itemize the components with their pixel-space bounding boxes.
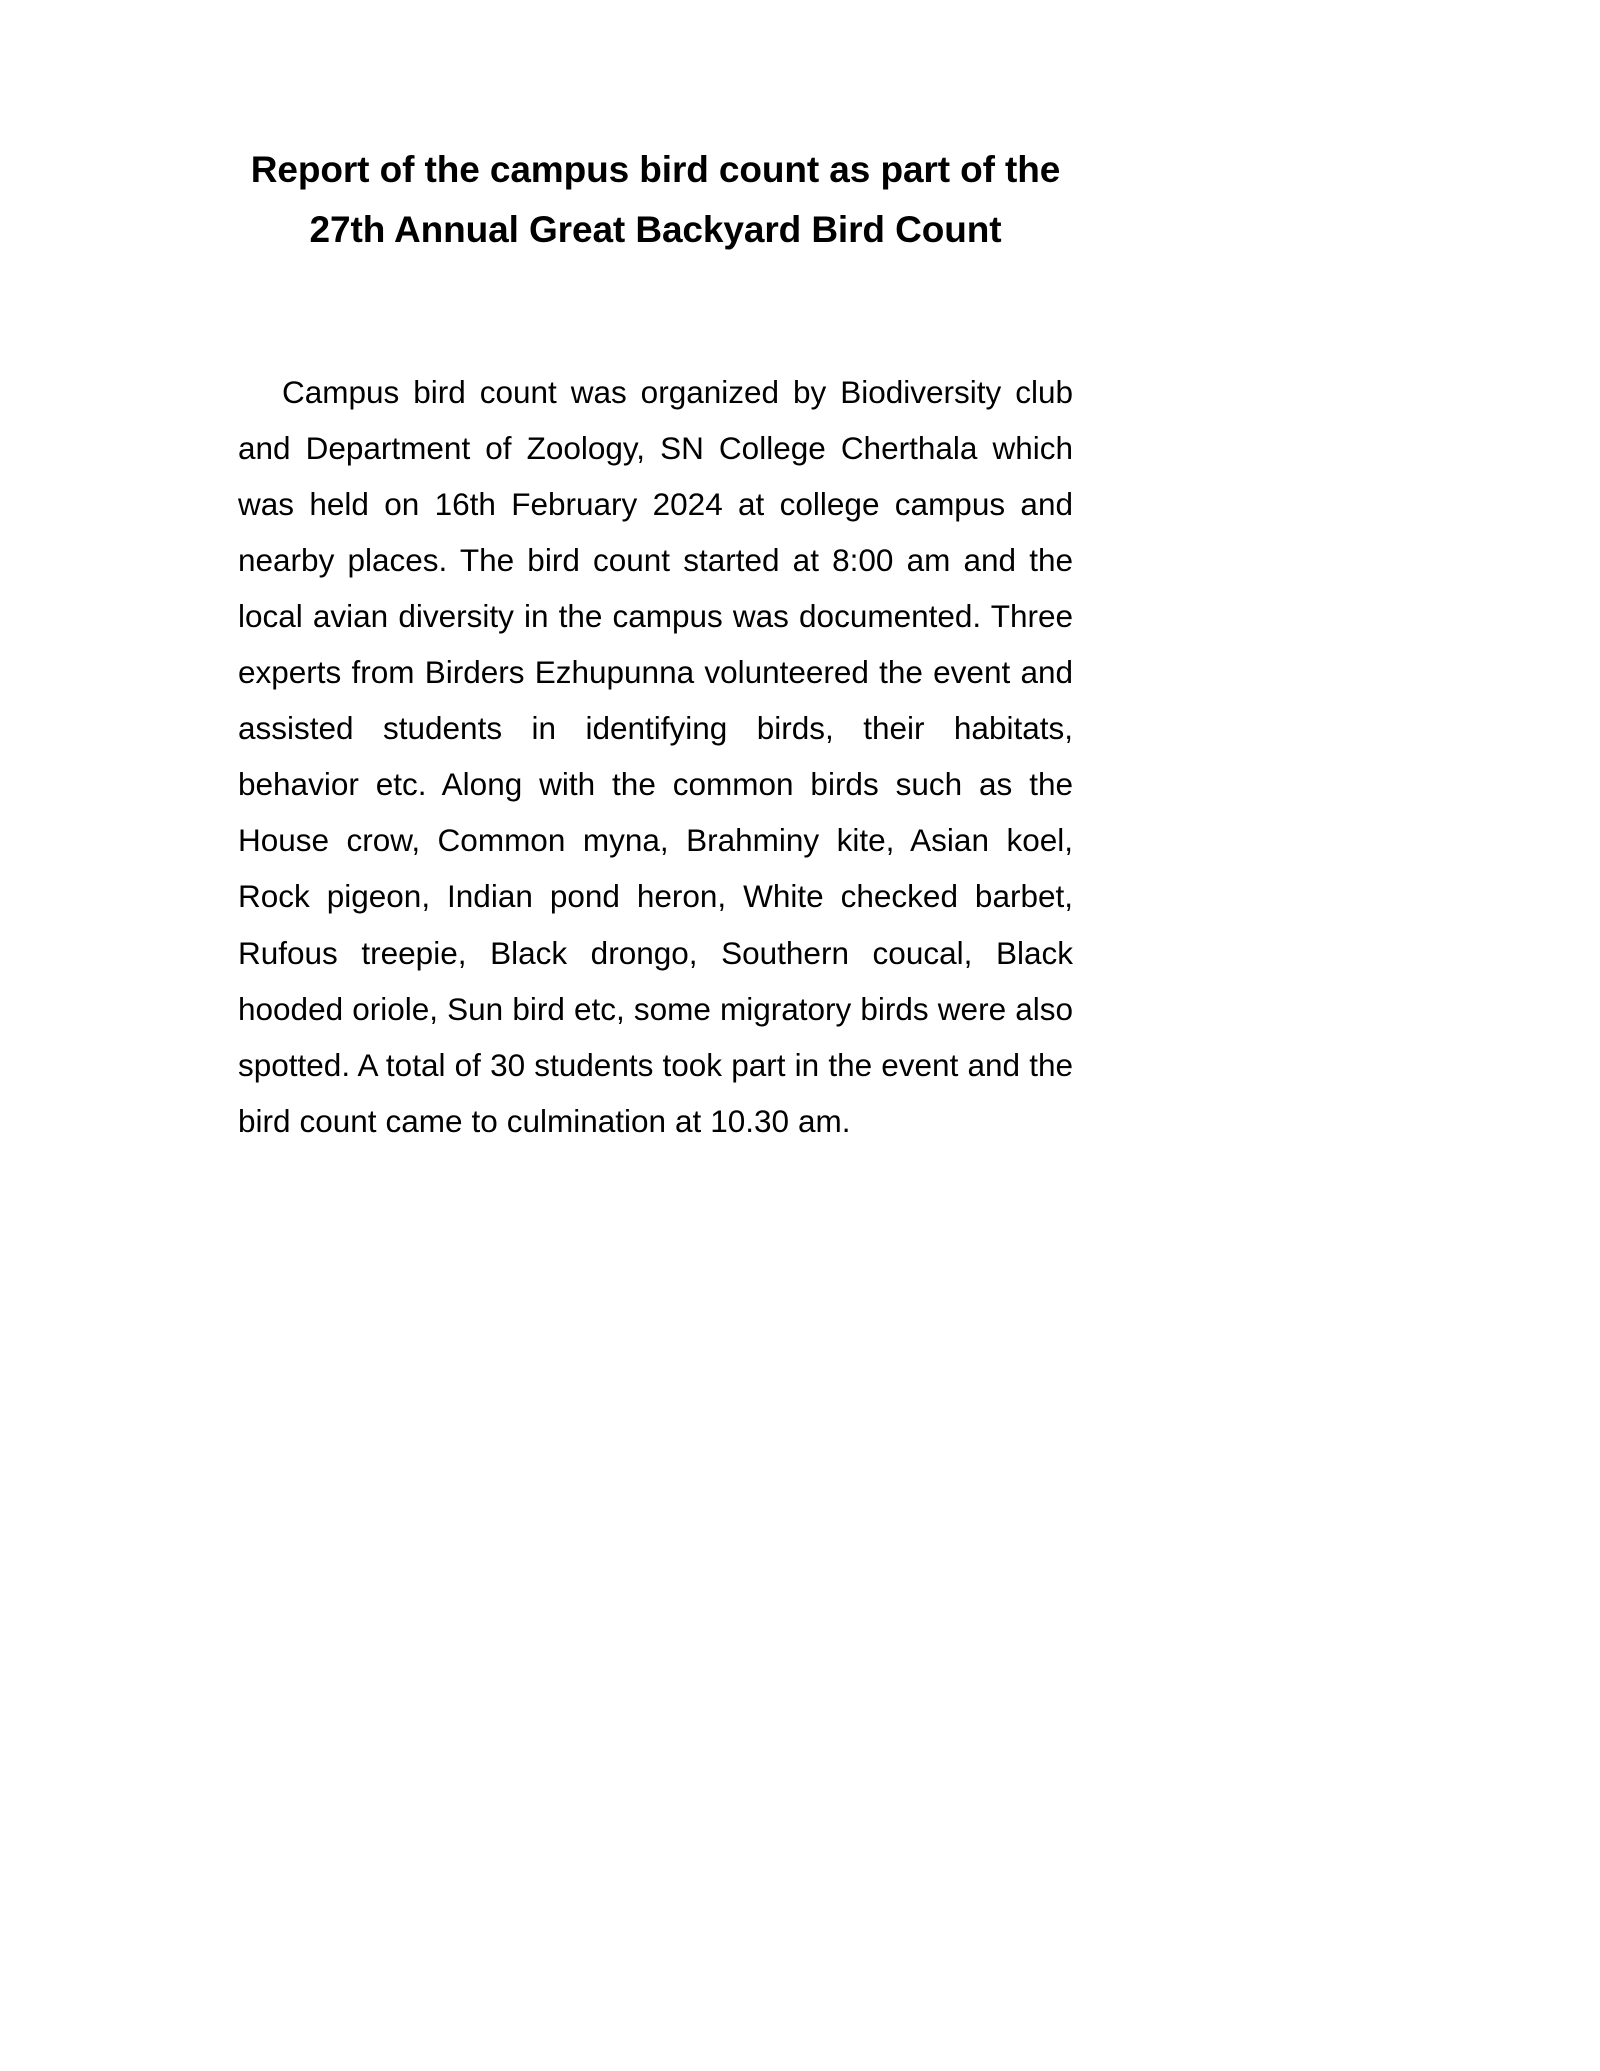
document-content: [238, 0, 1073, 1849]
document-body: [238, 260, 1073, 1149]
body-paragraph: Campus bird count was organized by Biodiversity club and Department of Zoology, SN College Cherthala which was held on 16th February 2024 at college campus and nearby places. The bird count started at 8:00 am and the local avian diversity in the campus was documented. Three experts from Birders Ezhupunna volunteered the event and assisted students in identifying birds, their habitats, behavior etc. Along with the common birds such as the House crow, Common myna, Brahminy kite, Asian koel, Rock pigeon, Indian pond heron, White checked barbet, Rufous treepie, Black drongo, Southern coucal, Black hooded oriole, Sun bird etc, some migratory birds were also spotted. A total of 30 students took part in the event and the bird count came to culmination at 10.30 am.: [238, 373, 1073, 1139]
page-title-line-2: 27th Annual Great Backyard Bird Count: [309, 208, 1002, 250]
page-bottom-whitespace: [238, 1149, 1073, 1849]
page-title-line-1: Report of the campus bird count as part of the: [250, 149, 1061, 190]
page-title: [238, 0, 1073, 260]
